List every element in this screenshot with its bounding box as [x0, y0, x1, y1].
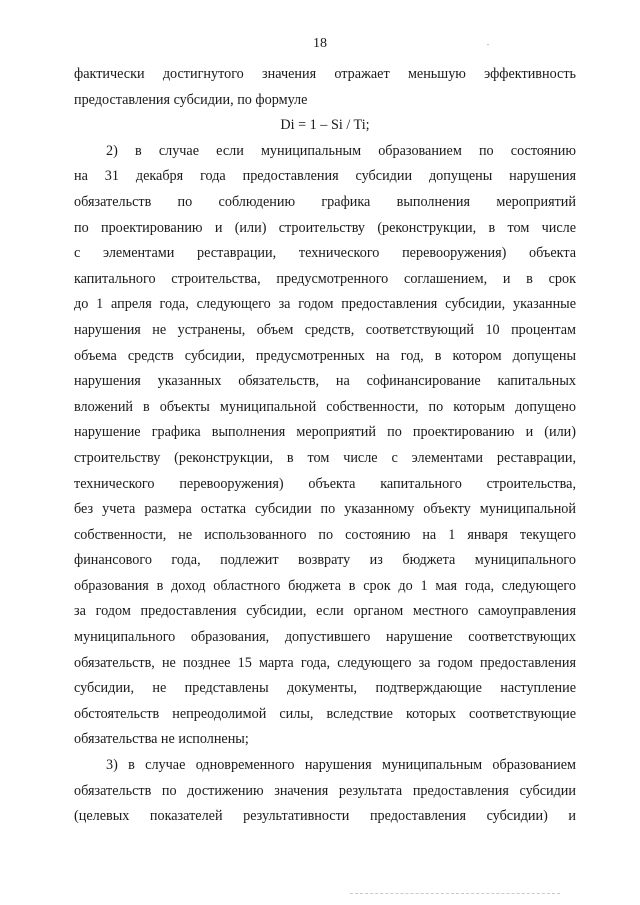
- text-line: по проектированию и (или) строительству (реконструкции, в том числе: [74, 219, 576, 236]
- text-line: 2) в случае если муниципальным образованием по состоянию: [106, 142, 576, 159]
- text-line: субсидии, не представлены документы, подтверждающие наступление: [74, 680, 576, 697]
- formula-line: Di = 1 – Si / Ti;: [280, 117, 370, 134]
- scan-edge-marks: [350, 893, 560, 895]
- text-line: без учета размера остатка субсидии по указанному объекту муниципальной: [74, 501, 576, 518]
- text-line: муниципального образования, допустившего нарушение соответствующих: [74, 629, 576, 646]
- text-line: нарушения указанных обязательств, на софинансирование капитальных: [74, 373, 576, 390]
- text-line: образования в доход областного бюджета в срок до 1 мая года, следующего: [74, 577, 576, 594]
- text-line: фактически достигнутого значения отражает меньшую эффективность: [74, 66, 576, 82]
- text-line: на 31 декабря года предоставления субсидии допущены нарушения: [74, 168, 576, 185]
- text-line: финансового года, подлежит возврату из бюджета муниципального: [74, 552, 576, 569]
- scan-speck: [487, 44, 489, 45]
- text-line: предоставления субсидии, по формуле: [74, 91, 308, 108]
- text-line: технического перевооружения) объекта капитального строительства,: [74, 475, 576, 492]
- text-line: вложений в объекты муниципальной собственности, по которым допущено: [74, 398, 576, 415]
- text-line: обязательства не исполнены;: [74, 731, 249, 748]
- text-line: обязательств по достижению значения результата предоставления субсидии: [74, 782, 576, 799]
- text-line: за годом предоставления субсидии, если органом местного самоуправления: [74, 603, 576, 620]
- text-line: до 1 апреля года, следующего за годом предоставления субсидии, указанные: [74, 296, 576, 313]
- body-text: [74, 62, 576, 830]
- text-line: обстоятельств непреодолимой силы, вследствие которых соответствующие: [74, 705, 576, 722]
- text-line: с элементами реставрации, технического перевооружения) объекта: [74, 245, 576, 262]
- text-line: 3) в случае одновременного нарушения муниципальным образованием: [106, 757, 576, 774]
- text-line: нарушения не устранены, объем средств, соответствующий 10 процентам: [74, 321, 576, 338]
- text-line: строительству (реконструкции, в том числе с элементами реставрации,: [74, 449, 576, 466]
- text-line: обязательств по соблюдению графика выполнения мероприятий: [74, 193, 576, 210]
- page-number: 18: [313, 36, 327, 51]
- text-line: (целевых показателей результативности предоставления субсидии) и: [74, 808, 576, 825]
- text-line: нарушение графика выполнения мероприятий по проектированию и (или): [74, 424, 576, 441]
- text-line: обязательств, не позднее 15 марта года, следующего за годом предоставления: [74, 654, 576, 671]
- text-line: собственности, не использованного по состоянию на 1 января текущего: [74, 526, 576, 543]
- text-line: капитального строительства, предусмотренного соглашением, и в срок: [74, 270, 576, 287]
- text-line: объема средств субсидии, предусмотренных на год, в котором допущены: [74, 347, 576, 364]
